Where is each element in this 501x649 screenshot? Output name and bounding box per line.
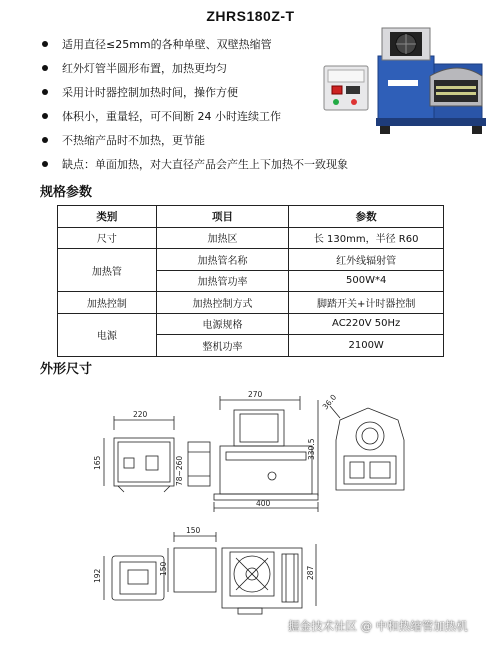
feature-item: 适用直径≤25mm的各种单壁、双壁热缩管 bbox=[42, 36, 372, 60]
dimension-section-title: 外形尺寸 bbox=[40, 362, 93, 377]
dim-36-0: 36.0 bbox=[320, 392, 339, 412]
dim-78-260: 78~260 bbox=[175, 455, 184, 486]
dim-150-side: 150 bbox=[159, 561, 168, 576]
main-front-view bbox=[214, 390, 318, 512]
spec-table bbox=[57, 205, 444, 357]
bullet-icon bbox=[42, 65, 48, 71]
feature-item: 不热缩产品时不加热，更节能 bbox=[42, 132, 372, 156]
control-box-plan bbox=[93, 526, 216, 600]
bullet-icon bbox=[42, 113, 48, 119]
table-row bbox=[58, 292, 444, 314]
dim-165: 165 bbox=[93, 455, 102, 470]
cell-category: 加热管 bbox=[58, 249, 157, 292]
bullet-icon bbox=[42, 137, 48, 143]
header-category: 类别 bbox=[58, 206, 157, 228]
cell-category: 电源 bbox=[58, 313, 157, 356]
bullet-icon bbox=[42, 41, 48, 47]
header-param: 参数 bbox=[289, 206, 444, 228]
control-box-view bbox=[93, 410, 174, 492]
table-header-row bbox=[58, 206, 444, 228]
cell-category: 加热控制 bbox=[58, 292, 157, 314]
dim-287: 287 bbox=[306, 565, 315, 580]
product-title: ZHRS180Z-T bbox=[206, 8, 295, 24]
bullet-icon bbox=[42, 161, 48, 167]
machine-top-view bbox=[222, 544, 316, 614]
feature-item: 采用计时器控制加热时间，操作方便 bbox=[42, 84, 372, 108]
dim-220: 220 bbox=[133, 410, 148, 419]
cell-item: 加热区 bbox=[156, 227, 289, 249]
main-side-view bbox=[321, 393, 404, 490]
dim-192: 192 bbox=[93, 568, 102, 583]
cell-value: AC220V 50Hz bbox=[289, 313, 444, 335]
cell-value: 500W*4 bbox=[289, 270, 444, 292]
cell-value: 脚踏开关+计时器控制 bbox=[289, 292, 444, 314]
dim-150-top: 150 bbox=[186, 526, 201, 535]
feature-item: 缺点：单面加热，对大直径产品会产生上下加热不一致现象 bbox=[42, 156, 372, 180]
table-row bbox=[58, 227, 444, 249]
pedal-side-view bbox=[175, 442, 210, 486]
product-photo bbox=[322, 20, 490, 138]
watermark: 掘金技术社区 @ 中和热缩管加热机 bbox=[288, 619, 468, 633]
bullet-icon bbox=[42, 89, 48, 95]
cell-category: 尺寸 bbox=[58, 227, 157, 249]
spec-section-title: 规格参数 bbox=[40, 185, 93, 200]
feature-item: 体积小，重量轻，可不间断 24 小时连续工作 bbox=[42, 108, 372, 132]
dim-400: 400 bbox=[256, 499, 271, 508]
cell-value: 长 130mm，半径 R60 bbox=[289, 227, 444, 249]
dimension-drawing bbox=[0, 380, 501, 620]
cell-item: 整机功率 bbox=[156, 335, 289, 357]
dim-270: 270 bbox=[248, 390, 263, 399]
cell-value: 红外线辐射管 bbox=[289, 249, 444, 271]
cell-item: 电源规格 bbox=[156, 313, 289, 335]
cell-value: 2100W bbox=[289, 335, 444, 357]
feature-item: 红外灯管半圆形布置，加热更均匀 bbox=[42, 60, 372, 84]
table-row bbox=[58, 313, 444, 335]
cell-item: 加热管功率 bbox=[156, 270, 289, 292]
dim-330-5: 330.5 bbox=[307, 438, 316, 460]
cell-item: 加热控制方式 bbox=[156, 292, 289, 314]
header-item: 项目 bbox=[156, 206, 289, 228]
table-row bbox=[58, 249, 444, 271]
cell-item: 加热管名称 bbox=[156, 249, 289, 271]
